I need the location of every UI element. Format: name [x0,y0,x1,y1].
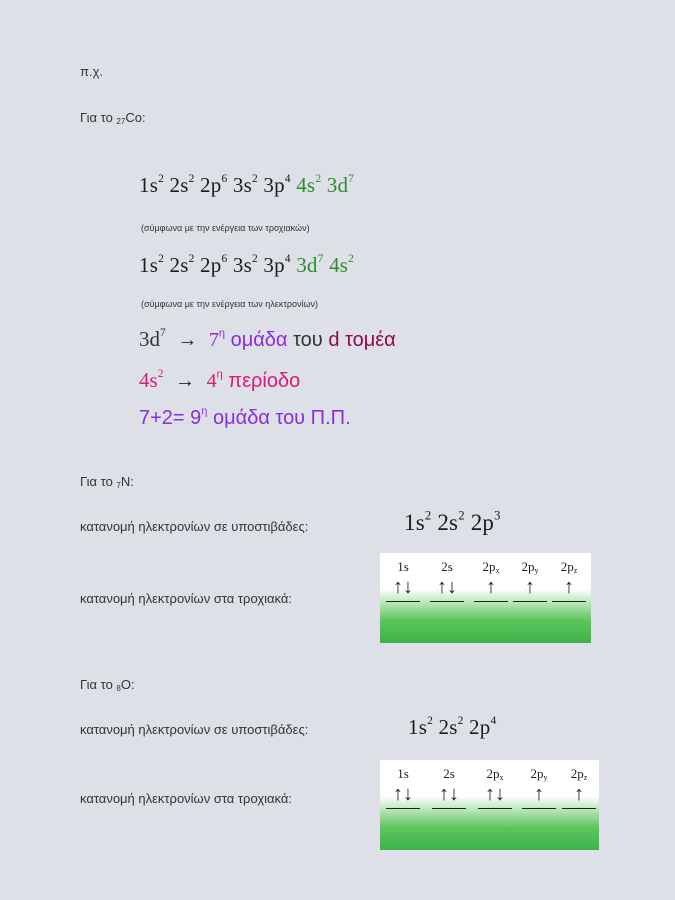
orbital-box: $2p_z$ ↑ [546,559,592,602]
config-part-valence: $4s^2$ [329,253,355,277]
title-prefix: Για το [80,110,117,125]
electron-arrows: ↑↓ [393,783,413,805]
electron-arrows: ↑↓ [393,576,413,598]
config-part: $3p^4$ [263,173,291,197]
group-word: ομάδα [230,329,288,351]
electron-arrows: ↑ [534,783,544,805]
config-part: $2p^6$ [200,253,228,277]
electron-arrows: ↑ [574,783,584,805]
nitrogen-orbital-label: κατανομή ηλεκτρονίων στα τροχιακά: [80,591,293,606]
group-word: ομάδα του Π.Π. [212,407,351,429]
orbital-box: $2p_x$ ↑ [468,559,514,602]
config-energy-note: (σύμφωνα με την ενέργεια των τροχιακών) [141,223,310,233]
config-part: $3s^2$ [232,253,258,277]
electron-arrows: ↑↓ [439,783,459,805]
d-block: d τομέα [328,329,396,351]
oxygen-orbital-label: κατανομή ηλεκτρονίων στα τροχιακά: [80,791,293,806]
atomic-number: 8 [116,684,121,693]
nitrogen-subshell-label: κατανομή ηλεκτρονίων σε υποστιβάδες: [80,519,309,534]
config-part: $3p^4$ [263,253,291,277]
electron-arrows: ↑ [525,576,535,598]
config-part-valence: $3d^7$ [326,173,355,197]
config-part: $2s^2$ [169,253,195,277]
orbital-term: $4s^2$ [139,368,164,392]
nitrogen-subshell-config: $1s^2$ $2s^2$ $2p^3$ [404,508,501,535]
config-part-valence: $4s^2$ [296,173,322,197]
ordinal: $4^\eta$ [206,368,223,392]
oxygen-title: Για το $_8$O: [80,677,135,693]
period-word: περίοδο [228,370,301,392]
example-label: π.χ. [80,64,104,79]
orbital-box: $2p_x$ ↑↓ [472,766,518,809]
config-part: $1s^2$ [139,173,165,197]
orbital-box: 1s ↑↓ [380,766,426,809]
oxygen-subshell-label: κατανομή ηλεκτρονίων σε υποστιβάδες: [80,722,309,737]
arrow: → [177,329,198,351]
cobalt-config-electron [139,253,354,278]
orbital-box: 1s ↑↓ [380,559,426,602]
ordinal-sup: η [201,405,208,418]
cobalt-config-energy [139,173,354,198]
orbital-box: $2p_z$ ↑ [556,766,602,809]
oxygen-subshell-config: $1s^2$ $2s^2$ $2p^4$ [408,715,497,739]
ordinal: $7^\eta$ [208,327,226,351]
orbital-term: $3d^7$ [139,327,166,351]
cobalt-title [80,110,146,125]
nitrogen-title: Για το $_7$N: [80,474,134,490]
config-part: $1s^2$ [139,253,165,277]
period-line [139,368,300,393]
orbital-box: 2s ↑↓ [426,766,472,809]
orbital-box: $2p_y$ ↑ [516,766,562,809]
electron-arrows: ↑ [564,576,574,598]
element-symbol: N: [120,474,134,489]
config-part-valence: $3d^7$ [296,253,324,277]
electron-arrows: ↑↓ [485,783,505,805]
config-electron-note: (σύμφωνα με την ενέργεια των ηλεκτρονίων) [141,299,319,309]
config-part: $2s^2$ [169,173,195,197]
group-of: του [293,329,323,351]
element-symbol: O: [120,677,135,692]
electron-arrows: ↑ [486,576,496,598]
arrow: → [175,370,196,392]
nitrogen-orbital-diagram [380,553,591,643]
final-group-line [139,407,351,430]
oxygen-orbital-diagram [380,760,599,850]
electron-arrows: ↑↓ [437,576,457,598]
orbital-box: 2s ↑↓ [424,559,470,602]
element-symbol: Co: [125,110,146,125]
config-part: $2p^6$ [200,173,228,197]
atomic-number: 27 [116,117,126,126]
sum: 7+2= 9 [139,407,202,429]
config-part: $3s^2$ [232,173,258,197]
orbital-box: $2p_y$ ↑ [507,559,553,602]
group-line [139,327,396,352]
atomic-number: 7 [116,481,121,490]
